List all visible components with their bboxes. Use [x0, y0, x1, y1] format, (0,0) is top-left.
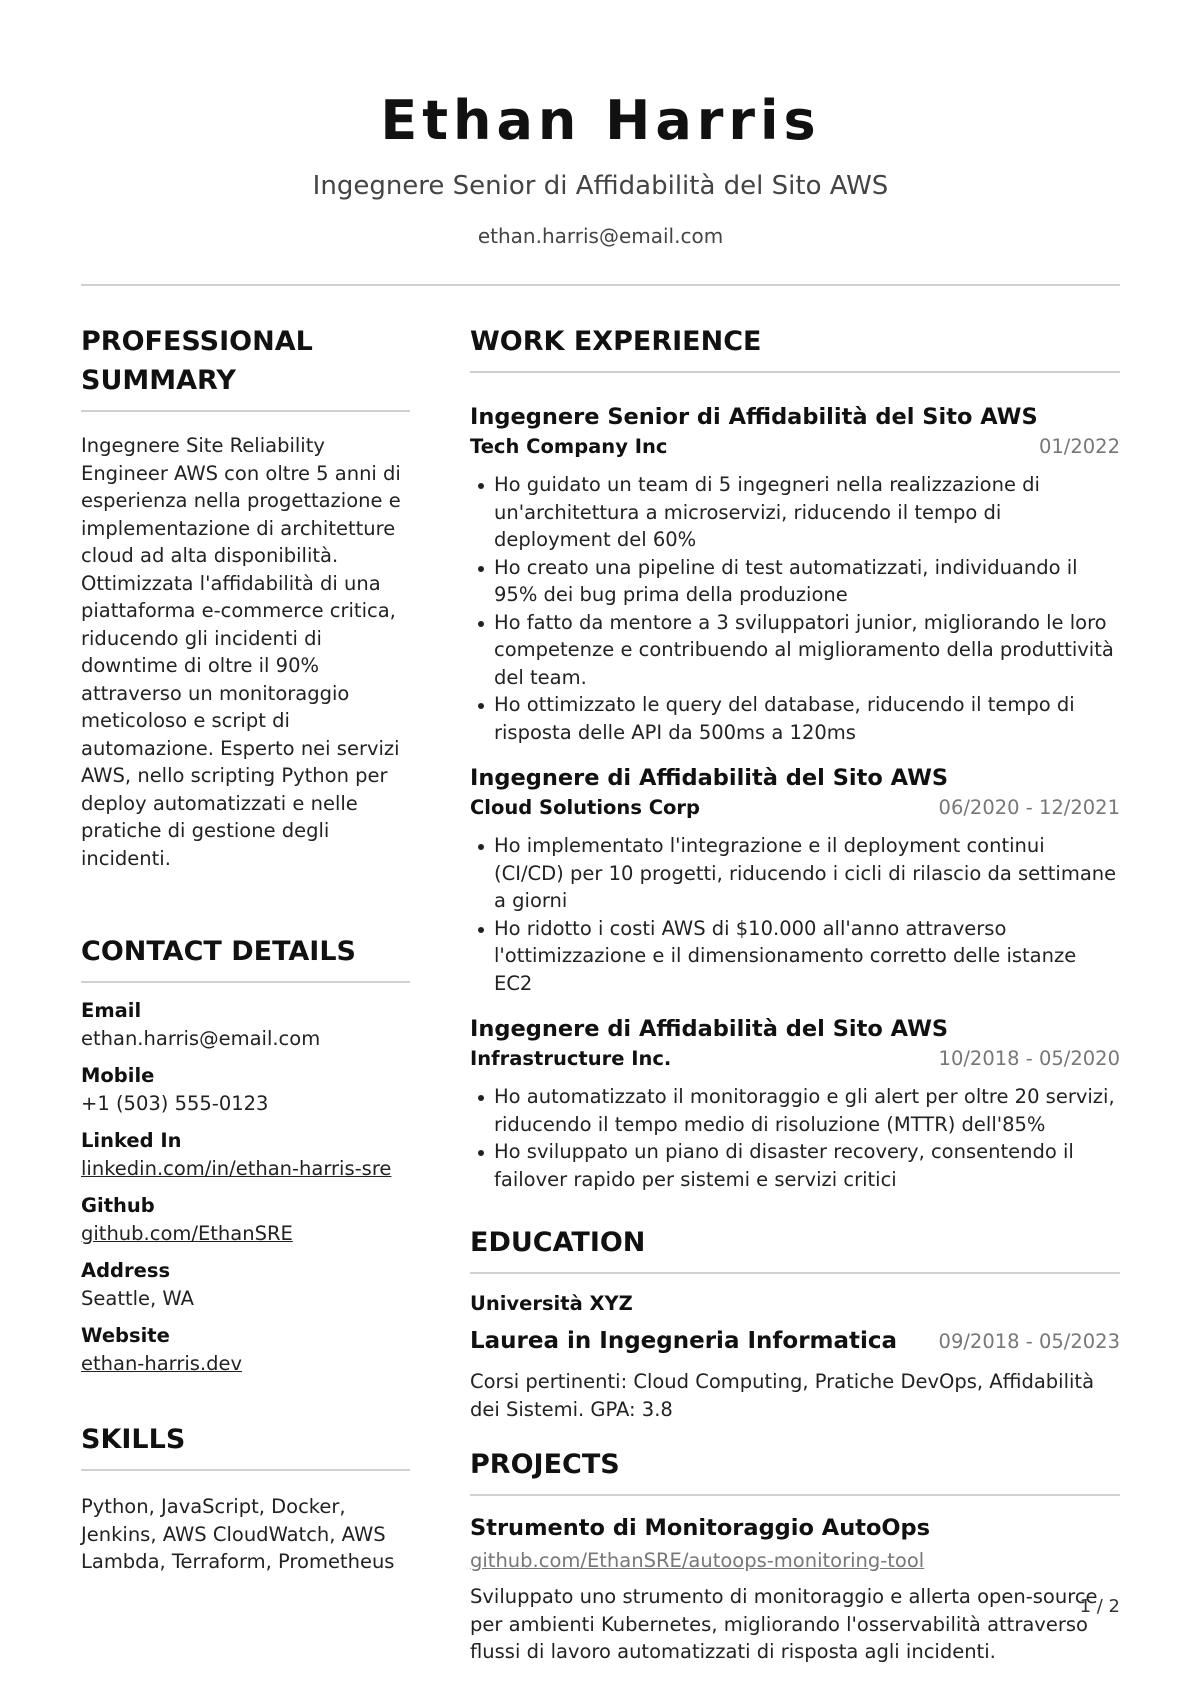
education-meta [470, 1324, 1120, 1358]
job-company: Infrastructure Inc. [470, 1047, 672, 1070]
bullet-dot [478, 566, 484, 572]
education-details: Corsi pertinenti: Cloud Computing, Pratiche DevOps, Affidabilità dei Sistemi. GPA: 3.8 [470, 1370, 1095, 1421]
website-link[interactable]: ethan-harris.dev [81, 1352, 243, 1375]
contact-section [81, 932, 410, 1378]
job-bullets [470, 1083, 1120, 1193]
candidate-title: Ingegnere Senior di Affidabilità del Sito AWS [312, 171, 889, 201]
bullet-dot [478, 1095, 484, 1101]
job-bullets [470, 471, 1120, 746]
bullet-text: Ho fatto da mentore a 3 sviluppatori junior, migliorando le loro competenze e contribuendo al miglioramento della produttività del team. [494, 610, 1114, 689]
github-link[interactable]: github.com/EthanSRE [81, 1222, 293, 1245]
contact-item-mobile [81, 1062, 410, 1118]
bullet-text: Ho creato una pipeline di test automatizzati, individuando il 95% dei bug prima della produzione [494, 555, 1078, 606]
summary-text: Ingegnere Site Reliability Engineer AWS con oltre 5 anni di esperienza nella progettazione e implementazione di architetture cloud ad alta disponibilità. Ottimizzata l'affidabilità di una piattaforma e-commerce critica, riducendo gli incidenti di downtime di oltre il 90% attraverso un monitoraggio meticoloso e script di automazione. Esperto nei servizi AWS, nello scripting Python per deploy automatizzati e nelle pratiche di gestione degli incidenti. [81, 434, 401, 870]
section-divider [470, 1272, 1120, 1274]
contact-address-value: Seattle, WA [81, 1287, 194, 1310]
contact-mobile-value: +1 (503) 555-0123 [81, 1092, 269, 1115]
bullet-item [470, 1138, 1120, 1193]
job-entry [470, 1013, 1120, 1193]
skills-section [81, 1420, 410, 1576]
right-column [470, 322, 1120, 1666]
summary-section [81, 322, 410, 872]
bullet-dot [478, 703, 484, 709]
contact-item-linkedin [81, 1127, 410, 1183]
summary-heading: PROFESSIONAL SUMMARY [81, 326, 313, 396]
section-divider [81, 410, 410, 412]
contact-email-value: ethan.harris@email.com [81, 1027, 321, 1050]
bullet-item [470, 471, 1120, 554]
job-entry [470, 762, 1120, 997]
header-divider [81, 284, 1120, 286]
education-dates: 09/2018 - 05/2023 [938, 1330, 1120, 1353]
job-meta [470, 1045, 1120, 1073]
linkedin-link[interactable]: linkedin.com/in/ethan-harris-sre [81, 1157, 392, 1180]
bullet-item [470, 1083, 1120, 1138]
bullet-item [470, 832, 1120, 915]
bullet-item [470, 554, 1120, 609]
section-divider [470, 371, 1120, 373]
contact-label: Mobile [81, 1064, 155, 1087]
contact-item-github [81, 1192, 410, 1248]
project-title: Strumento di Monitoraggio AutoOps [470, 1515, 931, 1541]
bullet-item [470, 609, 1120, 692]
contact-item-address [81, 1257, 410, 1313]
job-title: Ingegnere di Affidabilità del Sito AWS [470, 1016, 949, 1042]
contact-label: Website [81, 1324, 170, 1347]
project-link[interactable]: github.com/EthanSRE/autoops-monitoring-tool [470, 1549, 925, 1572]
section-divider [81, 981, 410, 983]
education-degree: Laurea in Ingegneria Informatica [470, 1328, 898, 1354]
resume-header [81, 80, 1120, 250]
bullet-item [470, 915, 1120, 998]
contact-item-email [81, 997, 410, 1053]
section-divider [81, 1469, 410, 1471]
contact-label: Linked In [81, 1129, 182, 1152]
job-bullets [470, 832, 1120, 997]
bullet-dot [478, 1150, 484, 1156]
bullet-text: Ho ottimizzato le query del database, riducendo il tempo di risposta delle API da 500ms a 120ms [494, 693, 1075, 744]
education-section [470, 1223, 1120, 1423]
contact-list [81, 997, 410, 1378]
job-dates: 01/2022 [1038, 435, 1120, 458]
left-column [81, 322, 410, 1576]
contact-label: Email [81, 999, 142, 1022]
project-description: Sviluppato uno strumento di monitoraggio e allerta open-source per ambienti Kubernetes, migliorando l'osservabilità attraverso flussi di lavoro automatizzati di risposta agli incidenti. [470, 1585, 1098, 1663]
contact-label: Github [81, 1194, 155, 1217]
job-title: Ingegnere Senior di Affidabilità del Sito AWS [470, 404, 1038, 430]
job-company: Cloud Solutions Corp [470, 796, 700, 819]
bullet-text: Ho sviluppato un piano di disaster recovery, consentendo il failover rapido per sistemi e servizi critici [494, 1140, 1074, 1191]
job-dates: 10/2018 - 05/2020 [938, 1047, 1120, 1070]
bullet-dot [478, 844, 484, 850]
bullet-dot [478, 621, 484, 627]
skills-text: Python, JavaScript, Docker, Jenkins, AWS CloudWatch, AWS Lambda, Terraform, Prometheus [81, 1495, 395, 1573]
header-email: ethan.harris@email.com [477, 224, 724, 248]
experience-section [470, 322, 1120, 1193]
education-school: Università XYZ [470, 1292, 633, 1315]
skills-heading: SKILLS [81, 1424, 186, 1455]
projects-heading: PROJECTS [470, 1449, 620, 1480]
job-meta [470, 433, 1120, 461]
bullet-text: Ho implementato l'integrazione e il deployment continui (CI/CD) per 10 progetti, riducendo i cicli di rilascio da settimane a giorni [494, 834, 1117, 912]
contact-label: Address [81, 1259, 171, 1282]
education-heading: EDUCATION [470, 1227, 646, 1258]
job-company: Tech Company Inc [470, 435, 668, 458]
page-number: 1 / 2 [1079, 1596, 1120, 1617]
bullet-text: Ho guidato un team di 5 ingegneri nella realizzazione di un'architettura a microservizi, riducendo il tempo di deployment del 60% [494, 473, 1040, 551]
bullet-text: Ho automatizzato il monitoraggio e gli alert per oltre 20 servizi, riducendo il tempo medio di risoluzione (MTTR) dell'85% [494, 1085, 1115, 1136]
contact-heading: CONTACT DETAILS [81, 936, 356, 967]
bullet-dot [478, 483, 484, 489]
bullet-dot [478, 927, 484, 933]
job-entry [470, 401, 1120, 746]
bullet-item [470, 691, 1120, 746]
bullet-text: Ho ridotto i costi AWS di $10.000 all'anno attraverso l'ottimizzazione e il dimensionamento corretto delle istanze EC2 [494, 916, 1077, 995]
job-dates: 06/2020 - 12/2021 [938, 796, 1120, 819]
experience-heading: WORK EXPERIENCE [470, 326, 762, 357]
job-meta [470, 794, 1120, 822]
candidate-name: Ethan Harris [380, 89, 821, 152]
projects-section [470, 1445, 1120, 1666]
contact-item-website [81, 1322, 410, 1378]
section-divider [470, 1494, 1120, 1496]
job-title: Ingegnere di Affidabilità del Sito AWS [470, 765, 949, 791]
